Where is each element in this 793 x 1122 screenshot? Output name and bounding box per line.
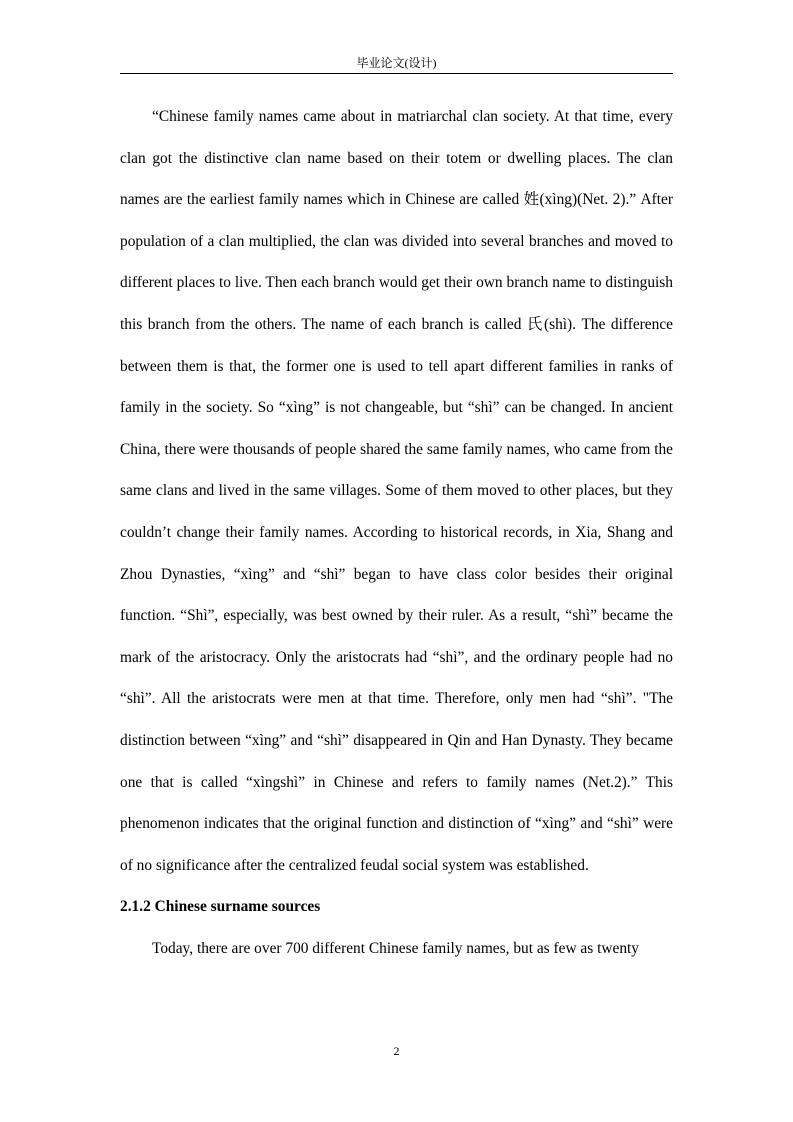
section-heading: 2.1.2 Chinese surname sources xyxy=(120,898,321,916)
running-header: 毕业论文(设计) xyxy=(356,56,437,70)
paragraph: Today, there are over 700 different Chinese family names, but as few as twenty xyxy=(152,939,639,957)
body-text xyxy=(120,96,673,969)
paragraph: “Chinese family names came about in matriarchal clan society. At that time, every clan got the distinctive clan name based on their totem or dwelling places. The clan names are the earliest family names which in Chinese are called 姓(xìng)(Net. 2).” After population of a clan multiplied, the clan was divided into several branches and moved to different places to live. Then each branch would get their own branch name to distinguish this branch from the others. The name of each branch is called 氏(shì). The difference between them is that, the former one is used to tell apart different families in ranks of family in the society. So “xìng” is not changeable, but “shì” can be changed. In ancient China, there were thousands of people shared the same family names, who came from the same clans and lived in the same villages. Some of them moved to other places, but they couldn’t change their family names. According to historical records, in Xia, Shang and Zhou Dynasties, “xìng” and “shì” began to have class color besides their original function. “Shì”, especially, was best owned by their ruler. As a result, “shì” became the mark of the aristocracy. Only the aristocrats had “shì”, and the ordinary people had no “shì”. All the aristocrats were men at that time. Therefore, only men had “shì”. "The distinction between “xìng” and “shì” disappeared in Qin and Han Dynasty. They became one that is called “xìngshì” in Chinese and refers to family names (Net.2).” This phenomenon indicates that the original function and distinction of “xìng” and “shì” were of no significance after the centralized feudal social system was established. xyxy=(120,108,673,874)
page-number: 2 xyxy=(393,1044,400,1058)
header-rule xyxy=(120,73,673,74)
